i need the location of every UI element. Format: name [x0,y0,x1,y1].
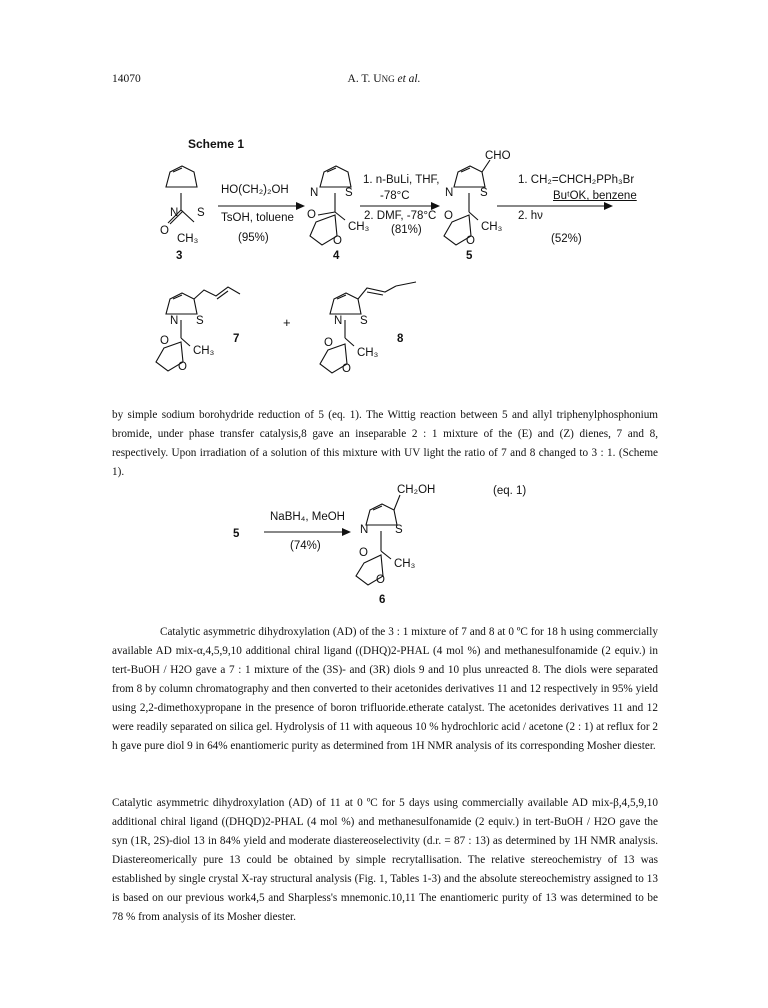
alcohol-6-structure [356,495,400,585]
eq1-yield: (74%) [290,540,321,552]
step3-line3: 2. hν [518,210,543,222]
paragraph-2: Catalytic asymmetric dihydroxylation (AD) of the 3 : 1 mixture of 7 and 8 at 0 ºC for 18 h using commercially available AD mix-α,4,5,9,10 additional chiral ligand ((DHQ)2-PHAL (4 mol %) and methanesulfonamide (2 equiv.) in tert-BuOH / H2O gave a 7 : 1 mixture of the (3S)- and (3R) diols 9 and 10 plus unreacted 8. The diols were separated from 8 by column chromatography and then converted to their acetonides derivatives 11 and 12 respectively in 95% yield using 2,2-dimethoxypropane in the presence of boron trifluoride.etherate catalyst. The acetonides derivatives 11 and 12 were readily separated on silica gel. Hydrolysis of 11 with aqueous 10 % hydrochloric acid / acetone (2 : 1) at reflux for 2 h gave pure diol 9 in 64% enantiomeric purity as determined from 1H NMR analysis of its corresponding Mosher diester. [112,626,658,752]
atom-s-4: S [345,187,353,199]
compound-8-label: 8 [397,333,404,345]
page-number: 14070 [112,73,141,85]
step2-yield: (81%) [391,224,422,236]
atom-o-6b: O [376,574,385,586]
paragraph-3: Catalytic asymmetric dihydroxylation (AD) of 11 at 0 ºC for 5 days using commercially available AD mix-β,4,5,9,10 additional chiral ligand ((DHQD)2-PHAL (4 mol %) and methanesulfonamide (2 equiv.) in tert-BuOH / H2O gave the syn (1R, 2S)-diol 13 in 84% yield and moderate diastereoselectivity (d.r. = 87 : 13) as determined by 1H NMR analysis. Diastereomerically pure 13 could be obtained by simple recrytallisation. The relative stereochemistry of 13 was established by single crystal X-ray structural analysis (Fig. 1, Tables 1-3) and the absolute stereochemistry assigned to 13 is based on our previous work4,5 and Sharpless's mnemonic.10,11 The enantiomeric purity of 13 was determined to be 78 % from analysis of its Mosher diester. [112,797,658,923]
step2-line2: -78°C [380,190,410,202]
atom-n: N [170,207,179,219]
eq1-reagent: NaBH₄, MeOH [270,511,345,523]
atom-n-7: N [170,315,179,327]
atom-s-8: S [360,315,368,327]
atom-s-7: S [196,315,204,327]
step3-line2: BuᵗOK, benzene [553,190,637,202]
atom-o-4a: O [307,209,316,221]
step1-yield: (95%) [238,232,269,244]
atom-n-4: N [310,187,319,199]
step1-condition: TsOH, toluene [221,212,294,224]
methyl-label: CH₃ [177,233,199,245]
diene-7-structure [156,287,240,371]
atom-o-4b: O [333,235,342,247]
atom-s-5: S [480,187,488,199]
eq1-label: (eq. 1) [493,485,527,497]
compound-3-label: 3 [176,250,183,262]
atom-s-6: S [395,524,403,536]
compound-5-label: 5 [466,250,473,262]
eq1-start-label: 5 [233,528,240,540]
paragraph-1: by simple sodium borohydride reduction of 5 (eq. 1). The Wittig reaction between 5 and allyl triphenylphosphonium bromide, under phase transfer catalysis,8 gave an inseparable 2 : 1 mixture of the (E) and (Z) dienes, 7 and 8, respectively. Upon irradiation of a solution of this mixture with UV light the ratio of 7 and 8 changed to 3 : 1. (Scheme 1). [112,409,658,478]
methyl-label-6: CH₃ [394,558,416,570]
atom-n-8: N [334,315,343,327]
atom-n-5: N [445,187,454,199]
scheme-title: Scheme 1 [188,137,245,151]
step2-line3: 2. DMF, -78°C [364,210,437,222]
compound-7-label: 7 [233,333,240,345]
running-head: A. T. UNG et al. [347,73,421,85]
methyl-label-7: CH₃ [193,345,215,357]
atom-o-5a: O [444,210,453,222]
atom-o-5b: O [466,235,475,247]
atom-s: S [197,207,205,219]
step2-line1: 1. n-BuLi, THF, [363,174,440,186]
cho-label: CHO [485,150,511,162]
atom-o: O [160,225,169,237]
methyl-label-5: CH₃ [481,221,503,233]
atom-o-7a: O [160,335,169,347]
ch2oh-label: CH₂OH [397,484,436,496]
thiazole-ring-4 [310,166,351,245]
atom-o-8b: O [342,363,351,375]
plus-sign: + [283,315,291,330]
step1-reagent: HO(CH₂)₂OH [221,184,289,196]
compound-4-label: 4 [333,250,340,262]
atom-n-6: N [360,524,369,536]
step3-yield: (52%) [551,233,582,245]
atom-o-6a: O [359,547,368,559]
atom-o-7b: O [178,361,187,373]
compound-6-label: 6 [379,594,386,606]
methyl-label-8: CH₃ [357,347,379,359]
step3-line1: 1. CH₂=CHCH₂PPh₃Br [518,174,635,186]
methyl-label-4: CH₃ [348,221,370,233]
atom-o-8a: O [324,337,333,349]
